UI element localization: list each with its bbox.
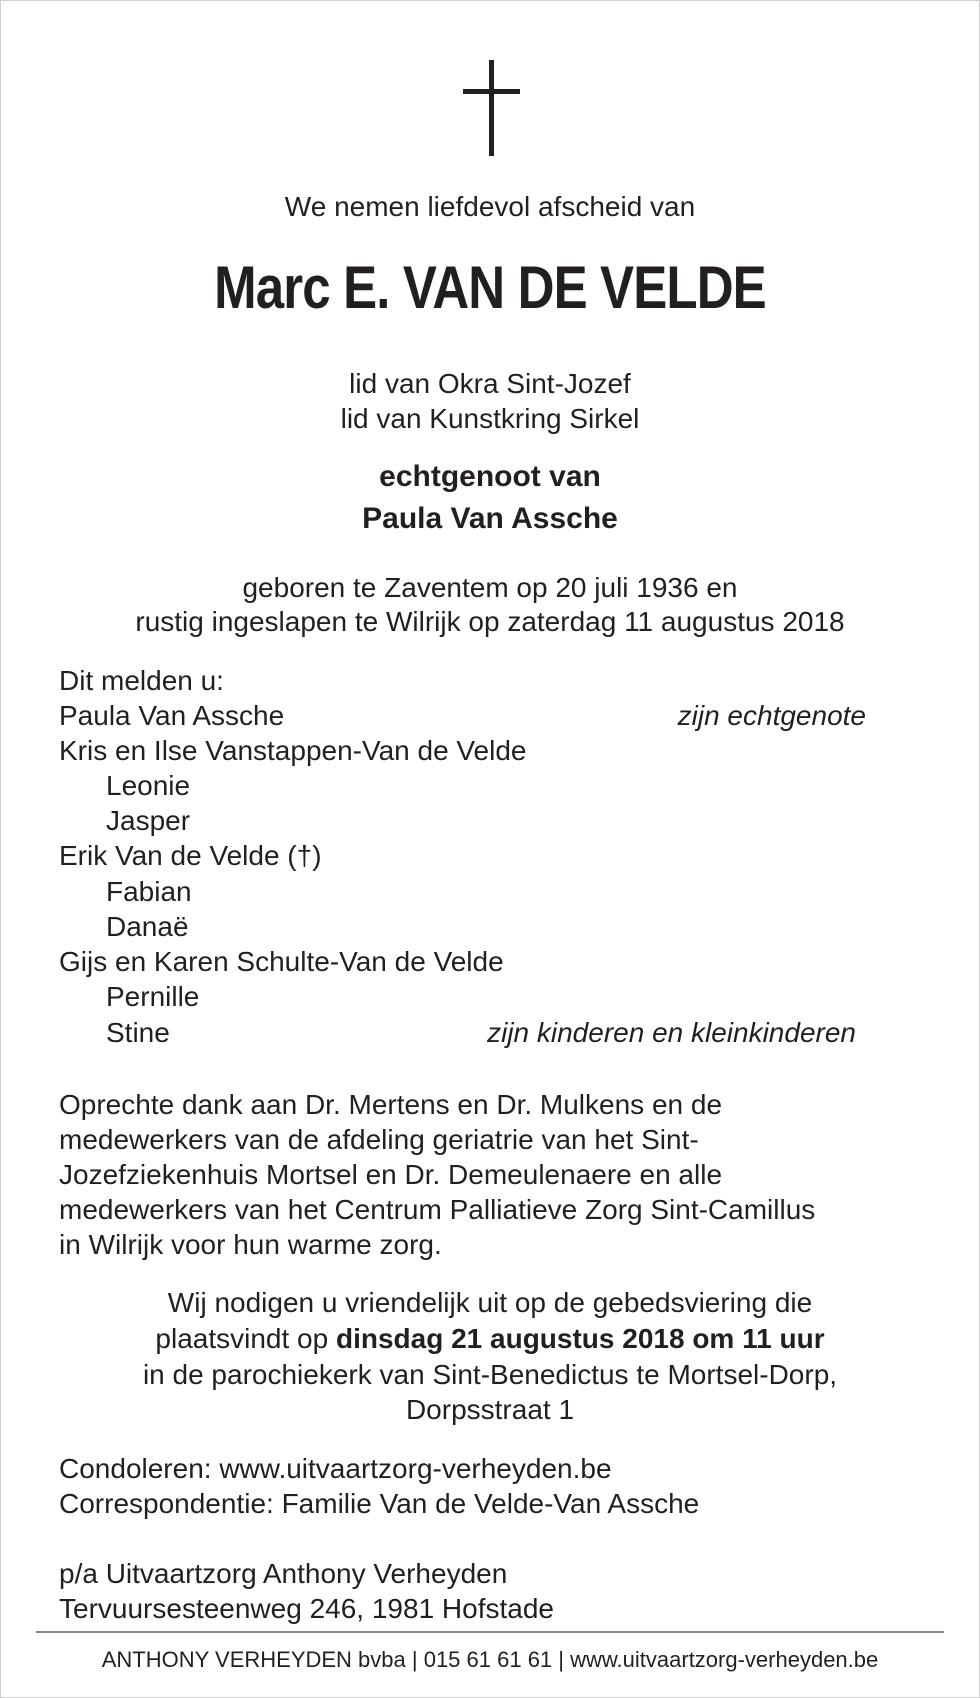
family-spouse: Paula Van Assche: [59, 700, 285, 731]
membership-line: lid van Kunstkring Sirkel: [340, 403, 640, 434]
family-child: Gijs en Karen Schulte-Van de Velde: [59, 946, 504, 977]
cross-icon: [440, 60, 542, 160]
deceased-name: Marc E. VAN DE VELDE: [214, 254, 766, 321]
address-line: Tervuursesteenweg 246, 1981 Hofstade: [59, 1593, 554, 1624]
address-line: p/a Uitvaartzorg Anthony Verheyden: [59, 1558, 508, 1589]
condolences-line: Condoleren: www.uitvaartzorg-verheyden.be: [59, 1453, 612, 1484]
family-heading: Dit melden u:: [59, 665, 224, 696]
ceremony-address: Dorpsstraat 1: [405, 1394, 575, 1425]
family-grandchild: Jasper: [106, 805, 191, 836]
thanks-line: Oprechte dank aan Dr. Mertens en Dr. Mulkens en de: [59, 1089, 723, 1120]
family-child: Erik Van de Velde (†): [59, 840, 322, 871]
family-grandchild: Fabian: [106, 876, 192, 907]
ceremony-text: plaatsvindt op: [155, 1323, 336, 1354]
spouse-name: Paula Van Assche: [362, 502, 618, 535]
thanks-line: in Wilrijk voor hun warme zorg.: [59, 1229, 442, 1260]
family-child: Kris en Ilse Vanstappen-Van de Velde: [59, 735, 527, 766]
footer-contact: ANTHONY VERHEYDEN bvba | 015 61 61 61 | www.uitvaartzorg-verheyden.be: [101, 1647, 879, 1672]
ceremony-datetime: dinsdag 21 augustus 2018 om 11 uur: [335, 1323, 825, 1354]
thanks-line: Jozefziekenhuis Mortsel en Dr. Demeulenaere en alle: [59, 1159, 723, 1190]
family-grandchild: Leonie: [106, 770, 191, 801]
footer-divider: [36, 1631, 944, 1633]
intro-line: We nemen liefdevol afscheid van: [284, 191, 696, 222]
correspondence-line: Correspondentie: Familie Van de Velde-Van Assche: [59, 1488, 700, 1519]
ceremony-line: Wij nodigen u vriendelijk uit op de gebedsviering die: [167, 1287, 813, 1318]
spouse-role: zijn echtgenote: [677, 700, 866, 731]
thanks-line: medewerkers van het Centrum Palliatieve Zorg Sint-Camillus: [59, 1194, 816, 1225]
spouse-relation: echtgenoot van: [379, 460, 601, 493]
family-grandchild: Pernille: [106, 981, 200, 1012]
death-line: rustig ingeslapen te Wilrijk op zaterdag 11 augustus 2018: [135, 606, 845, 637]
family-grandchild: Danaë: [106, 911, 189, 942]
birth-line: geboren te Zaventem op 20 juli 1936 en: [242, 572, 738, 603]
family-grandchild: Stine: [106, 1017, 170, 1048]
ceremony-line: [0, 1321, 980, 1356]
thanks-line: medewerkers van de afdeling geriatrie van het Sint-: [59, 1124, 699, 1155]
children-role: zijn kinderen en kleinkinderen: [487, 1017, 856, 1048]
membership-line: lid van Okra Sint-Jozef: [349, 368, 631, 399]
ceremony-line: in de parochiekerk van Sint-Benedictus te Mortsel-Dorp,: [142, 1359, 838, 1390]
